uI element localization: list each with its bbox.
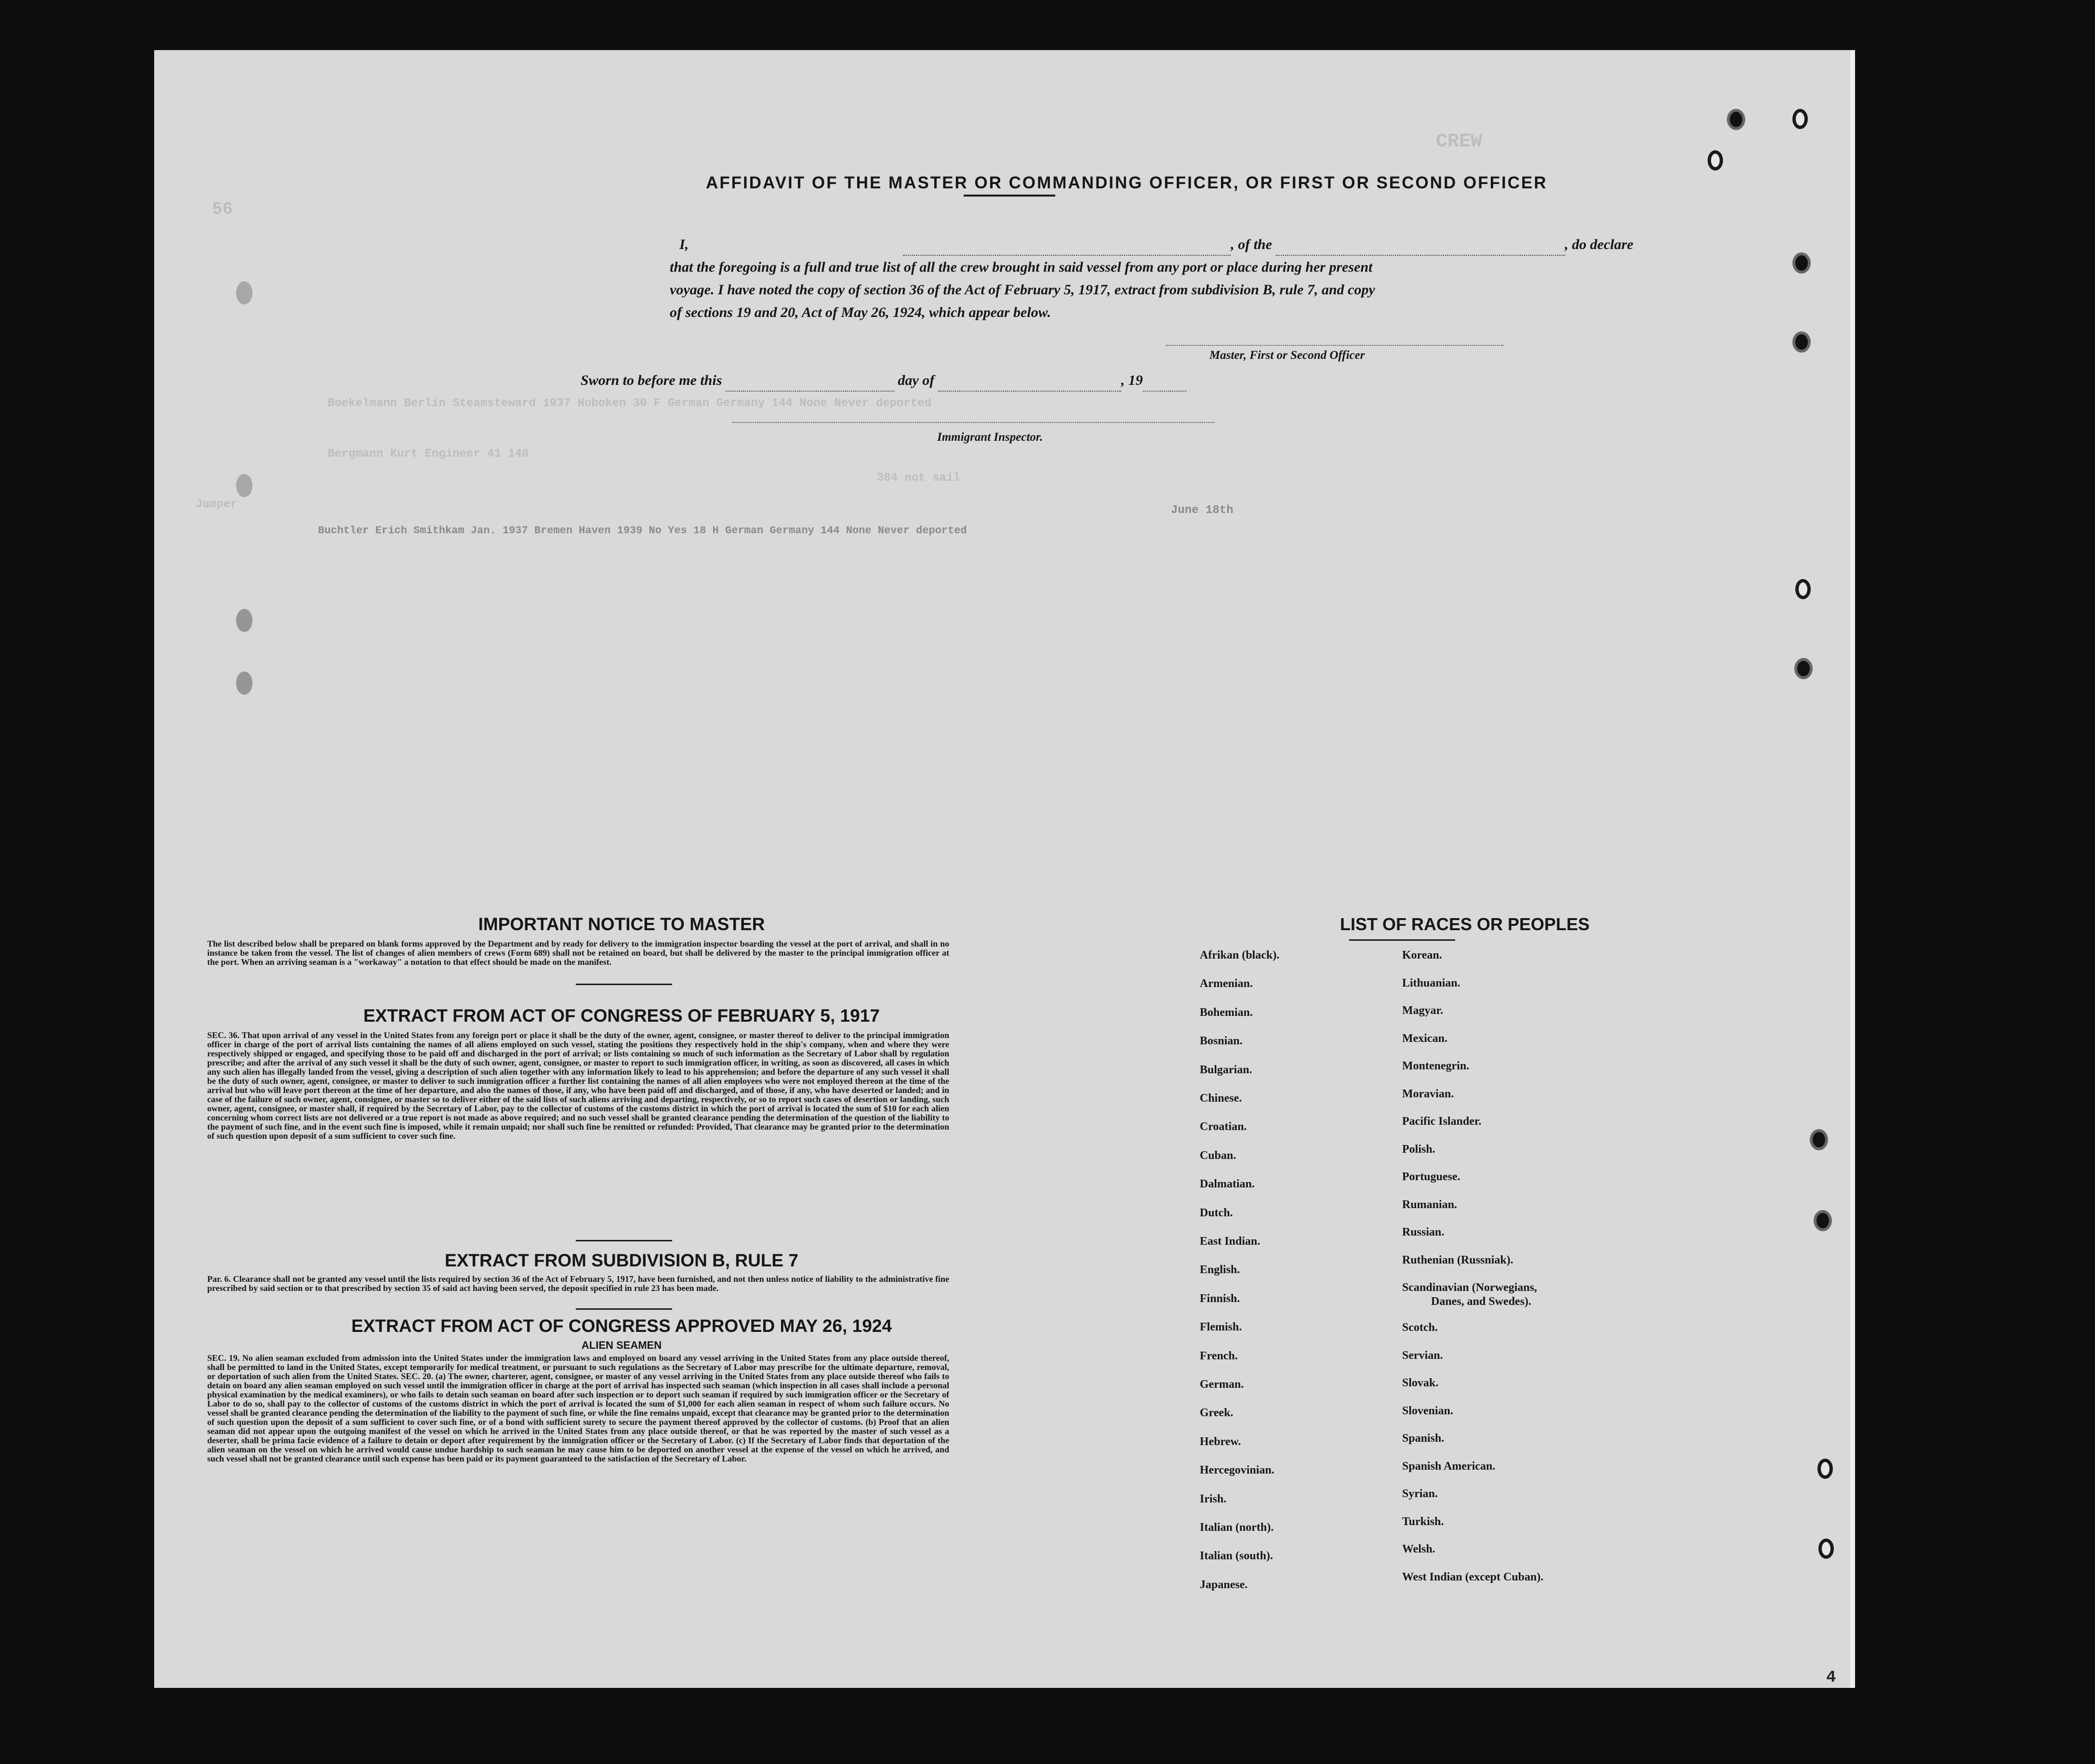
binder-hole xyxy=(1817,1459,1833,1479)
race-item: Mexican. xyxy=(1402,1032,1447,1045)
race-item: Italian (south). xyxy=(1200,1550,1273,1563)
race-item: Spanish American. xyxy=(1402,1460,1496,1473)
declaration-declare: , do declare xyxy=(1565,237,1633,252)
race-item: Bosnian. xyxy=(1200,1035,1243,1048)
inspector-signature-line[interactable] xyxy=(732,422,1214,423)
race-item: Syrian. xyxy=(1402,1488,1438,1500)
race-item: Pacific Islander. xyxy=(1402,1115,1482,1128)
race-item: Armenian. xyxy=(1200,977,1253,990)
declaration-i: I, xyxy=(679,237,689,252)
show-through-row: 384 not sail xyxy=(877,472,960,485)
race-item: Dalmatian. xyxy=(1200,1178,1255,1191)
sworn-month-field[interactable] xyxy=(938,378,1121,392)
race-item: Croatian. xyxy=(1200,1120,1247,1133)
binder-hole xyxy=(236,609,252,632)
race-item: Irish. xyxy=(1200,1492,1227,1505)
race-item: Bulgarian. xyxy=(1200,1063,1252,1076)
notice-text: The list described below shall be prepared on blank forms approved by the Department and by ready for delivery to the immigration inspector boarding the vessel at the port of arrival, and shall in no instance be taken from the vessel. The list of changes of alien members of crews (Form 689) shall not be retained on board, but shall be delivered by the master to the principal immigration officer at the port. When an arriving seaman is a "workaway" a notation to that effect should be made on the manifest. xyxy=(207,939,949,967)
declaration-line xyxy=(655,233,1633,256)
section-rule xyxy=(576,1240,672,1241)
extract-1917-text: SEC. 36. That upon arrival of any vessel in the United States from any foreign port or place it shall be the duty of the owner, agent, consignee, or master thereof to deliver to the principal immigration officer in charge of the port of arrival lists containing the names of all aliens employed on such vessel, stating the positions they respectively hold in the ship's company, when and where they were respectively shipped or engaged, and specifying those to be paid off and discharged in the port of arrival; or lists containing so much of such information as the Secretary of Labor shall by regulation prescribe; and after the arrival of any such vessel it shall be the duty of such owner, agent, consignee, or master to report to such immigration officer, in writing, as soon as discovered, all cases in which any such alien has illegally landed from the vessel, giving a description of such alien together with any information likely to lead to his apprehension; and before the departure of any such vessel it shall be the duty of such owner, agent, consignee, or master to deliver to such immigration officer a further list containing the names of all alien employees who were not employed thereon at the time of the arrival but who will leave port thereon at the time of her departure, and also the names of those, if any, who have been paid off and discharged, and of those, if any, who have deserted or landed; and in case of the failure of such owner, agent, consignee, or master so to deliver either of the said lists of such aliens arriving and departing, respectively, or so to report such cases of desertion or landing, such owner, agent, consignee, or master shall, if required by the Secretary of Labor, pay to the collector of customs of the customs district in which the port of arrival is located the sum of $10 for each alien concerning whom correct lists are not delivered or a true report is not made as above required; and no such vessel shall be granted clearance pending the determination of the question of the liability to the payment of such fine, and in the event such fine is imposed, while it remain unpaid; nor shall such fine be remitted or refunded: Provided, That clearance may be granted prior to the determination of such question upon deposit of a sum sufficient to cover such fine. xyxy=(207,1030,949,1141)
race-item: Polish. xyxy=(1402,1143,1435,1156)
extract-1924-title: EXTRACT FROM ACT OF CONGRESS APPROVED MAY 26, 1924 xyxy=(351,1316,892,1336)
binder-hole xyxy=(1810,1129,1828,1150)
race-item: Hebrew. xyxy=(1200,1435,1241,1448)
race-item: Russian. xyxy=(1402,1226,1445,1238)
show-through-stamp: June 18th xyxy=(1171,504,1233,517)
binder-hole xyxy=(1814,1210,1832,1231)
binder-hole xyxy=(1818,1539,1834,1559)
race-item: Danes, and Swedes). xyxy=(1431,1295,1532,1308)
binder-hole xyxy=(1794,658,1813,679)
binder-hole xyxy=(1727,109,1745,130)
race-item: Finnish. xyxy=(1200,1292,1240,1305)
race-item: Afrikan (black). xyxy=(1200,949,1280,961)
extract-rule7-title: EXTRACT FROM SUBDIVISION B, RULE 7 xyxy=(445,1251,798,1270)
inspector-label: Immigrant Inspector. xyxy=(937,431,1043,444)
race-item: French. xyxy=(1200,1349,1238,1362)
binder-hole xyxy=(236,474,252,497)
race-item: West Indian (except Cuban). xyxy=(1402,1570,1544,1583)
show-through-heading: CREW xyxy=(1436,131,1483,153)
signature-label: Master, First or Second Officer xyxy=(1209,349,1365,362)
vessel-field[interactable] xyxy=(1276,242,1565,256)
binder-hole xyxy=(1795,579,1811,599)
race-item: Greek. xyxy=(1200,1407,1233,1420)
binder-hole xyxy=(236,281,252,304)
race-item: Slovenian. xyxy=(1402,1404,1454,1417)
binder-hole xyxy=(1708,150,1723,171)
page-mark: 4 xyxy=(1826,1669,1836,1687)
declaration-line: of sections 19 and 20, Act of May 26, 1924, which appear below. xyxy=(670,304,1051,320)
declaration-line: that the foregoing is a full and true list of all the crew brought in said vessel from any port or place during her present xyxy=(670,259,1373,275)
race-item: English. xyxy=(1200,1264,1240,1277)
race-item: Spanish. xyxy=(1402,1432,1445,1445)
races-title: LIST OF RACES OR PEOPLES xyxy=(1339,914,1590,934)
sworn-day-field[interactable] xyxy=(726,378,894,392)
race-item: Lithuanian. xyxy=(1402,976,1460,989)
race-item: Ruthenian (Russniak). xyxy=(1402,1253,1513,1266)
race-item: Slovak. xyxy=(1402,1377,1439,1389)
extract-1924-text: SEC. 19. No alien seaman excluded from admission into the United States under the immigration laws and employed on board any vessel arriving in the United States from any place outside thereof, shall be permitted to land in the United States, except temporarily for medical treatment, or pursuant to such regulations as the Secretary of Labor may prescribe for the ultimate departure, removal, or deportation of such alien from the United States. SEC. 20. (a) The owner, charterer, agent, consignee, or master of any vessel arriving in the United States from any place outside thereof who fails to detain on board any alien seaman employed on such vessel until the immigration officer in charge at the port of arrival has inspected such seaman (which inspection in all cases shall include a personal physical examination by the medical examiners), or who fails to detain such seaman on board after such inspection or to deport such seaman if required by such immigration officer or the Secretary of Labor to do so, shall pay to the collector of customs of the customs district in which the port of arrival is located the sum of $1,000 for each alien seaman in respect of whom such failure occurs. No vessel shall be granted clearance pending the determination of the liability to the payment of such fine, or while the fine remains unpaid, except that clearance may be granted prior to the determination of such question upon the deposit of a sum sufficient to cover such fine, or of a bond with sufficient surety to secure the payment thereof approved by the collector of customs. (b) Proof that an alien seaman did not appear upon the outgoing manifest of the vessel on which he arrived in the United States from any place outside thereof, or that he was reported by the master of such vessel as a deserter, shall be prima facie evidence of a failure to detain or deport after requirement by the immigration officer or the Secretary of Labor. (c) If the Secretary of Labor finds that deportation of the alien seaman on the vessel on which he arrived would cause undue hardship to such seaman he may cause him to be deported on another vessel at the expense of the vessel on which he arrived, and such vessel shall not be granted clearance until such expense has been paid or its payment guaranteed to the satisfaction of the Secretary of Labor. xyxy=(207,1353,949,1463)
race-item: German. xyxy=(1200,1378,1244,1391)
section-rule xyxy=(576,984,672,985)
binder-hole xyxy=(1792,252,1811,274)
show-through-row: Bergmann Kurt Engineer 41 148 xyxy=(328,448,529,461)
race-item: Turkish. xyxy=(1402,1515,1444,1528)
race-item: Cuban. xyxy=(1200,1149,1236,1162)
sworn-line xyxy=(581,369,1448,392)
race-item: Scandinavian (Norwegians, xyxy=(1402,1281,1538,1294)
race-item: Korean. xyxy=(1402,949,1442,961)
extract-1924-subtitle: ALIEN SEAMEN xyxy=(581,1339,662,1351)
document-sheet xyxy=(154,50,1855,1688)
race-item: Portuguese. xyxy=(1402,1171,1460,1183)
binder-hole xyxy=(1792,331,1811,353)
affidavit-title: AFFIDAVIT OF THE MASTER OR COMMANDING OFFICER, OR FIRST OR SECOND OFFICER xyxy=(706,173,1548,192)
race-item: Chinese. xyxy=(1200,1092,1242,1105)
sworn-year-field[interactable] xyxy=(1143,378,1186,392)
binder-hole xyxy=(236,671,252,695)
sworn-label: Sworn to before me this xyxy=(581,372,722,388)
race-item: Rumanian. xyxy=(1402,1198,1458,1211)
race-item: Dutch. xyxy=(1200,1206,1233,1219)
show-through-row: Buchtler Erich Smithkam Jan. 1937 Bremen Haven 1939 No Yes 18 H German Germany 144 None Never deported xyxy=(318,525,967,537)
extract-1917-title: EXTRACT FROM ACT OF CONGRESS OF FEBRUARY 5, 1917 xyxy=(363,1006,880,1026)
race-item: East Indian. xyxy=(1200,1235,1260,1248)
declaration-of-the: , of the xyxy=(1231,237,1273,252)
race-item: Bohemian. xyxy=(1200,1006,1253,1019)
race-item: Hercegovinian. xyxy=(1200,1464,1274,1477)
race-item: Servian. xyxy=(1402,1349,1443,1362)
race-item: Magyar. xyxy=(1402,1004,1444,1017)
extract-rule7-text: Par. 6. Clearance shall not be granted any vessel until the lists required by section 36 of the Act of February 5, 1917, have been furnished, and not then unless notice of liability to the administrative fine prescribed by said section or to that prescribed by section 35 of said act having been served, the deposit specified in rule 23 has been made. xyxy=(207,1274,949,1293)
show-through-number: 56 xyxy=(212,199,233,219)
section-rule xyxy=(576,1308,672,1310)
races-underline xyxy=(1349,939,1455,941)
race-item: Japanese. xyxy=(1200,1578,1248,1591)
day-of-label: day of xyxy=(898,372,935,388)
race-item: Welsh. xyxy=(1402,1543,1435,1555)
race-item: Moravian. xyxy=(1402,1087,1454,1100)
year-prefix: , 19 xyxy=(1121,372,1143,388)
declaration-line: voyage. I have noted the copy of section 36 of the Act of February 5, 1917, extract from subdivision B, rule 7, and copy xyxy=(670,282,1375,298)
show-through-word: Jumper xyxy=(196,498,238,511)
name-field[interactable] xyxy=(903,242,1231,256)
race-item: Italian (north). xyxy=(1200,1521,1274,1534)
race-item: Montenegrin. xyxy=(1402,1060,1470,1072)
race-item: Flemish. xyxy=(1200,1321,1242,1334)
race-item: Scotch. xyxy=(1402,1321,1438,1334)
show-through-row: Boekelmann Berlin Steamsteward 1937 Hoboken 30 F German Germany 144 None Never deported xyxy=(328,397,932,410)
notice-title: IMPORTANT NOTICE TO MASTER xyxy=(478,914,765,934)
title-underline xyxy=(964,195,1055,197)
binder-hole xyxy=(1792,109,1808,129)
